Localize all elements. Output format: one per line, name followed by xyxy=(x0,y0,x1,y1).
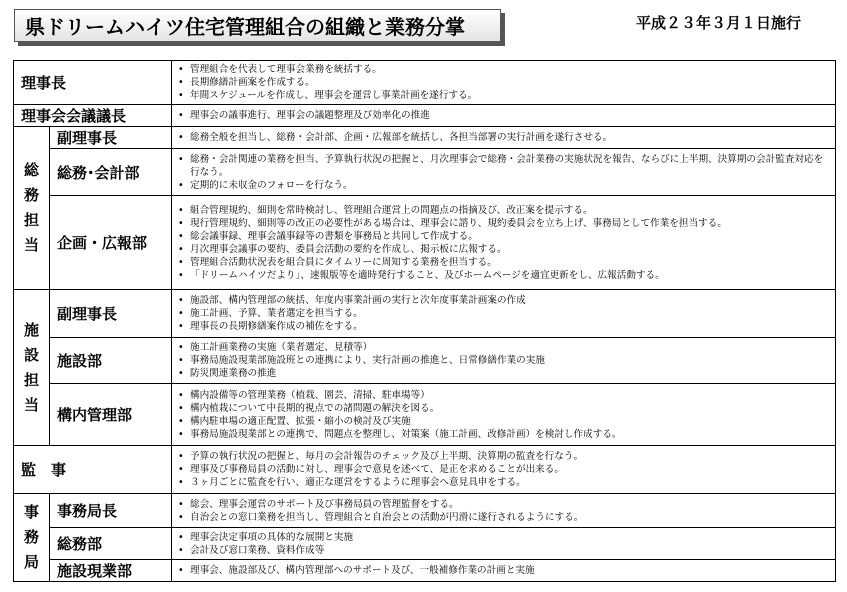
role-label: 企画・広報部 xyxy=(50,196,172,290)
duty-item: • 施設部、構内管理部の統括、年度内事業計画の実行と次年度事業計画案の作成 xyxy=(176,294,829,307)
duty-item: • 総会、理事会運営のサポート及び事務局員の管理監督をする。 xyxy=(176,498,829,511)
group-char: 担 xyxy=(23,370,39,389)
row-facilities-vice xyxy=(14,290,836,338)
role-duties xyxy=(172,528,836,560)
role-label: 施設現業部 xyxy=(50,560,172,582)
duty-item: • 「ドリームハイツだより」、速報版等を適時発行すること、及びホームページを適宜更新をし、広報活動する。 xyxy=(176,269,829,282)
role-duties xyxy=(172,446,836,494)
duty-item: • 施工計画、予算、業者選定を担当する。 xyxy=(176,307,829,320)
role-label: 理事長 xyxy=(14,61,172,105)
row-planning xyxy=(14,196,836,290)
role-duties xyxy=(172,196,836,290)
duty-item: • 施工計画業務の実施（業者選定、見積等） xyxy=(176,341,829,354)
duty-item: • 理事長の長期修繕案作成の補佐をする。 xyxy=(176,320,829,333)
row-accounting xyxy=(14,149,836,196)
page-title: 県ドリームハイツ住宅管理組合の組織と業務分掌 xyxy=(14,9,501,42)
group-label-facilities xyxy=(14,290,50,446)
duty-item: • 理事会決定事項の具体的な展開と実施 xyxy=(176,531,829,544)
duty-item: • 管理組合活動状況表を組合員にタイムリーに周知する業務を担当する。 xyxy=(176,256,829,269)
role-duties xyxy=(172,384,836,446)
group-char: 務 xyxy=(23,186,39,204)
group-char: 務 xyxy=(23,528,39,546)
duty-item: • 会計及び窓口業務、資料作成等 xyxy=(176,544,829,557)
role-label: 副理事長 xyxy=(50,290,172,338)
group-char: 当 xyxy=(23,395,39,414)
duty-item: • 事務局施設現業部施設班との連携により、実行計画の推進と、日常修繕作業の実施 xyxy=(176,354,829,367)
role-duties xyxy=(172,560,836,582)
role-duties xyxy=(172,338,836,384)
group-char: 施 xyxy=(23,320,39,339)
role-duties xyxy=(172,149,836,196)
duty-item: • 組合管理規約、細則を常時検討し、管理組合運営上の問題点の指摘及び、改正案を提示する。 xyxy=(176,204,829,217)
duty-item: • 定期的に未収金のフォローを行なう。 xyxy=(176,179,829,192)
duty-item: • 理事会の議事進行、理事会の議題整理及び効率化の推進 xyxy=(176,109,829,122)
row-facility-dept xyxy=(14,338,836,384)
row-premises xyxy=(14,384,836,446)
duty-item: • 月次理事会議事の要約、委員会活動の要約を作成し、掲示板に広報する。 xyxy=(176,243,829,256)
row-council-chair xyxy=(14,105,836,127)
duty-item: • 構内植栽について中長期的視点での諸問題の解決を図る。 xyxy=(176,402,829,415)
duty-item: • 構内設備等の管理業務（植栽、園芸、清掃、駐車場等） xyxy=(176,389,829,402)
duty-item: • 総会議事録、理事会議事録等の書類を事務局と共同して作成する。 xyxy=(176,230,829,243)
group-char: 設 xyxy=(23,345,39,364)
duty-item: • 構内駐車場の適正配置、拡張・縮小の検討及び実施 xyxy=(176,415,829,428)
row-secretariat-head xyxy=(14,494,836,528)
group-char: 当 xyxy=(23,236,39,254)
duty-item: • 長期修繕計画案を作成する。 xyxy=(176,76,829,89)
role-label: 施設部 xyxy=(50,338,172,384)
role-duties xyxy=(172,105,836,127)
row-chairman xyxy=(14,61,836,105)
duty-item: • 総務・会計関連の業務を担当、予算執行状況の把握と、月次理事会で総務・会計業務の実施状況を報告、ならびに上半期、決算期の会計監査対応を行なう。 xyxy=(176,153,829,179)
row-general-vice xyxy=(14,127,836,149)
org-table xyxy=(13,60,836,582)
row-audit xyxy=(14,446,836,494)
group-label-secretariat xyxy=(14,494,50,582)
role-label: 総務･会計部 xyxy=(50,149,172,196)
duty-item: • 事務局施設現業部との連携で、問題点を整理し、対策案（施工計画、改修計画）を検討し作成する。 xyxy=(176,428,829,441)
duty-item: • 年間スケジュールを作成し、理事会を運営し事業計画を遂行する。 xyxy=(176,89,829,102)
role-label: 監 事 xyxy=(14,446,172,494)
row-secretariat-general xyxy=(14,528,836,560)
group-char: 総 xyxy=(23,161,39,179)
group-char: 事 xyxy=(23,503,39,521)
role-label: 事務局長 xyxy=(50,494,172,528)
duty-item: • 防災関連業務の推進 xyxy=(176,367,829,380)
role-duties xyxy=(172,127,836,149)
duty-item: • 理事及び事務局員の活動に対し、理事会で意見を述べて、是正を求めることが出来る。 xyxy=(176,463,829,476)
row-secretariat-field xyxy=(14,560,836,582)
role-label: 構内管理部 xyxy=(50,384,172,446)
duty-item: • 予算の執行状況の把握と、毎月の会計報告のチェック及び上半期、決算期の監査を行なう。 xyxy=(176,450,829,463)
role-duties xyxy=(172,61,836,105)
duty-item: • ３ヶ月ごとに監査を行い、適正な運営をするように理事会へ意見具申をする。 xyxy=(176,476,829,489)
group-label-general xyxy=(14,127,50,290)
duty-item: • 自治会との窓口業務を担当し、管理組合と自治会との活動が円滑に遂行されるようにする。 xyxy=(176,511,829,524)
role-label: 副理事長 xyxy=(50,127,172,149)
effective-date: 平成２３年３月１日施行 xyxy=(636,14,802,32)
group-char: 局 xyxy=(23,553,39,571)
role-duties xyxy=(172,494,836,528)
duty-item: • 管理組合を代表して理事会業務を統括する。 xyxy=(176,63,829,76)
duty-item: • 理事会、施設部及び、構内管理部へのサポート及び、一般補修作業の計画と実施 xyxy=(176,564,829,577)
duty-item: • 現行管理規約、細則等の改正の必要性がある場合は、理事会に諮り、規約委員会を立ち上げ、事務局として作業を担当する。 xyxy=(176,217,829,230)
role-label: 総務部 xyxy=(50,528,172,560)
group-char: 担 xyxy=(23,211,39,229)
duty-item: • 総務全般を担当し、総務・会計部、企画・広報部を統括し、各担当部署の実行計画を遂行させる。 xyxy=(176,131,829,144)
role-label: 理事会会議議長 xyxy=(14,105,172,127)
role-duties xyxy=(172,290,836,338)
